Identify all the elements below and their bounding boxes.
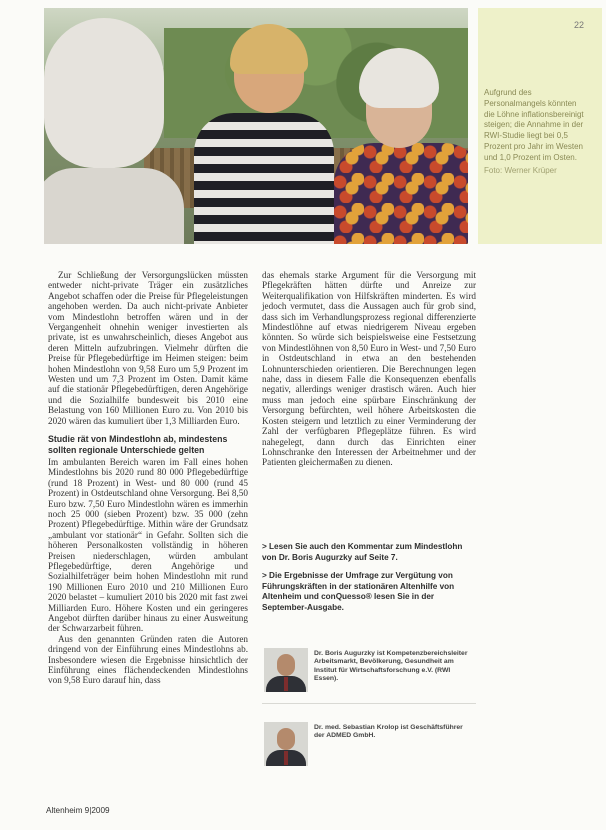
reference-notes <box>262 542 476 622</box>
author-portrait <box>264 648 308 692</box>
author-box <box>262 648 476 696</box>
article-column-left <box>48 270 248 686</box>
divider <box>262 703 476 704</box>
note-survey-link[interactable]: > Die Ergebnisse der Umfrage zur Vergütung von Führungskräften in der stationären Altenhilfe von Altenheim und conQuesso® lesen Sie in der September-Ausgabe. <box>262 571 455 612</box>
photo-credit: Foto: Werner Krüper <box>484 165 557 175</box>
photo-caption <box>484 88 584 176</box>
article-intro: Zur Schließung der Versorgungslücken müssten entweder nicht-private Träger ein zusätzliches Angebot schaffen oder die Preise für Pflegeleistungen angehoben werden. Da auch nicht-private Anbieter vom Mindestlohn betroffen wären und in der Vergangenheit ohnehin weniger investierten als private, ist es unwahrscheinlich, dieses Angebot aus deren Mitteln aufzubringen. Vielmehr dürften die Preise für Pflegebedürftige im Heimen steigen: beim hohen Mindestlohn von 9,58 Euro um 5,9 Prozent im Westen und um 7,3 Prozent im Osten. Damit käme auf die stationär Pflegebedürftigen, deren Angehörige und die Sozialhilfe bundesweit bis 2010 eine Belastung von 160 Millionen Euro zu. Von 2010 bis 2020 wären das kumuliert über 1,3 Milliarden Euro. <box>48 270 248 426</box>
photo-elderly-woman <box>334 48 468 244</box>
page-number: 22 <box>573 20 584 30</box>
article-paragraph: das ehemals starke Argument für die Versorgung mit Pflegekräften hätten dürfte und Anreize zur Weiterqualifikation von Hilfskräften minderten. Es wird jedoch vermutet, dass die Aussagen auch für grob sind, dass sich im Verhandlungsprozess regional differenzierte Mindestlöhne auf etwas niedrigerem Niveau ergeben könnten. So würde sich beispielsweise eine Festsetzung von Mindestlöhnen von 8,50 Euro in West- und 7,50 Euro in Ostdeutschland in etwa an den bestehenden Lohnunterschieden orientieren. Die Berechnungen legen nahe, dass in diesem Falle die Konsequenzen ebenfalls negativ, allerdings weniger drastisch wären. Auch hier muss man jedoch eine spürbare Einschränkung der Versorgung befürchten, weil höhere Arbeitskosten die Kosten steigern und letztlich zu einer Verminderung der Zahl der verfügbaren Pflegeplätze führen. Es wird nahegelegt, dann durch das Einrichten einer Lohnschranke den Interessen der Arbeitnehmer und der Patienten gleichermaßen zu dienen. <box>262 270 476 468</box>
article-photo <box>44 8 468 244</box>
author-box <box>262 722 476 770</box>
article-subheading: Studie rät von Mindestlohn ab, mindestens sollten regionale Unterschiede gelten <box>48 434 228 455</box>
photo-caregiver <box>194 28 334 244</box>
author-bio: Dr. med. Sebastian Krolop ist Geschäftsführer der ADMED GmbH. <box>314 724 463 740</box>
article-paragraph: Im ambulanten Bereich waren im Fall eines hohen Mindestlohns bis 2020 rund 80 000 Pflegebedürftige (rund 18 Prozent) in West- und 80 000 (rund 45 Prozent) in Ostdeutschland ohne Versorgung. Bei 8,50 Euro bzw. 7,50 Euro Mindestlohn wären es immerhin noch 25 000 (sieben Prozent) bzw. 35 000 (zehn Prozent) Pflegebedürftige. Mithin wäre der Grundsatz „ambulant vor stationär“ in Gefahr. Sollten sich die höheren Personalkosten vollständig in höheren Preisen niederschlagen, würden ambulant Pflegebedürftige, deren Angehörige und Sozialhilfeträger beim hohen Mindestlohn mit rund 190 Millionen Euro 2010 und 210 Millionen Euro 2020 belastet – kumuliert 2010 bis 2020 mit fast zwei Milliarden Euro. Höhere Kosten und ein geringeres Angebot dürften darüber hinaus zu einer Ausweitung der Schwarzarbeit führen. <box>48 456 248 634</box>
caption-text: Aufgrund des Personalmangels könnten die Löhne inflationsbereinigt steigen; die Annahme in der RWI-Studie liegt bei 0,5 Prozent pro Jahr im Westen und 1,0 Prozent im Osten. <box>484 88 584 162</box>
article-paragraph: Aus den genannten Gründen raten die Autoren dringend von der Einführung eines Mindestlohns ab. Insbesondere wiesen die Ergebnisse hinsichtlich der Einführung eines flächendeckenden Mindestlohns von 9,58 Euro darauf hin, dass <box>48 633 248 686</box>
author-bio: Dr. Boris Augurzky ist Kompetenzbereichsleiter Arbeitsmarkt, Bevölkerung, Gesundheit am Institut für Wirtschaftsforschung e.V. (RWI Essen). <box>314 650 468 683</box>
photo-elderly-person-left <box>44 18 174 244</box>
author-portrait <box>264 722 308 766</box>
page-footer: Altenheim 9|2009 <box>46 806 110 815</box>
article-column-right <box>262 270 476 468</box>
note-commentary-link[interactable]: > Lesen Sie auch den Kommentar zum Mindestlohn von Dr. Boris Augurzky auf Seite 7. <box>262 542 463 562</box>
